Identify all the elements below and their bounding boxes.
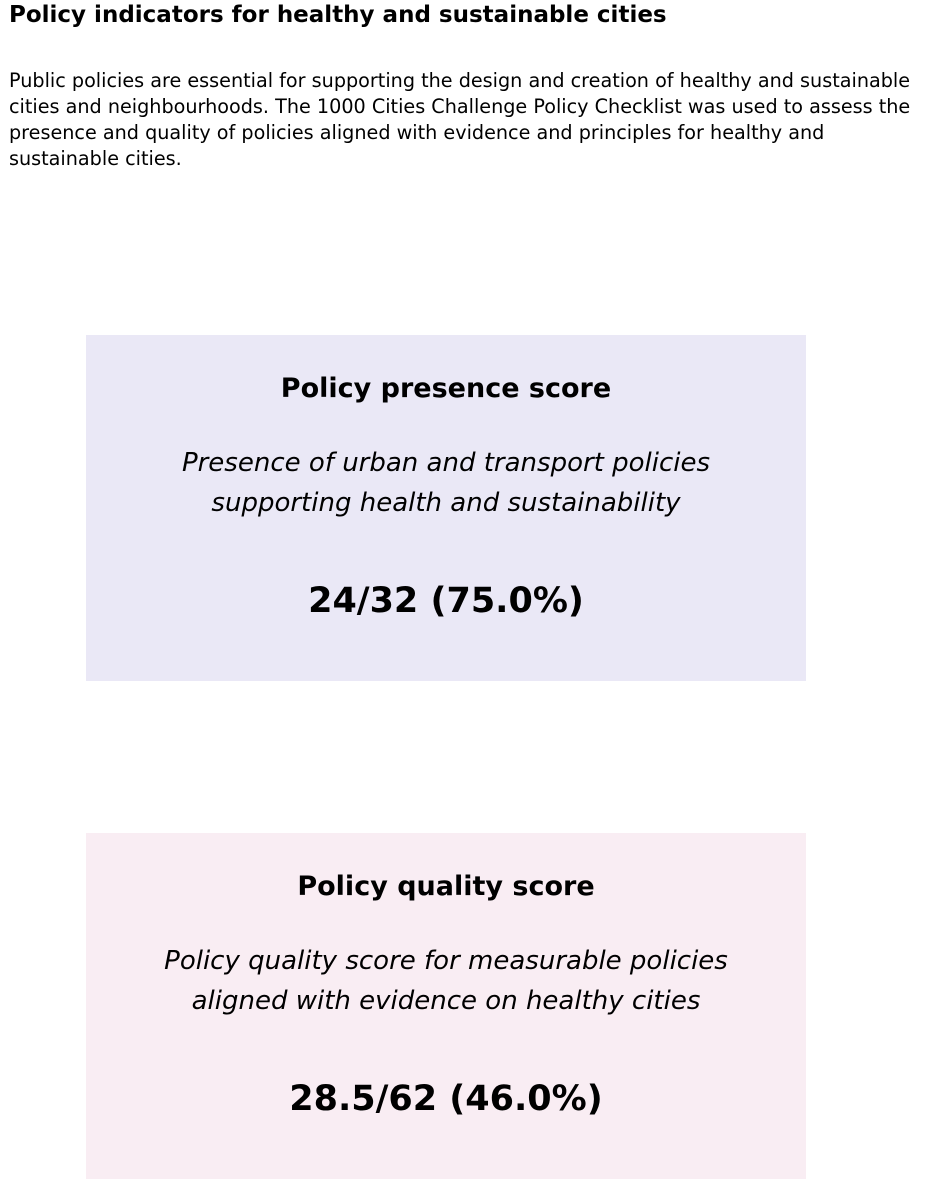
policy-presence-description	[86, 443, 806, 523]
intro-paragraph: Public policies are essential for supporting the design and creation of healthy and sustainable cities and neighbourhoods. The 1000 Cities Challenge Policy Checklist was used to assess the presence and quality of policies aligned with evidence and principles for healthy and sustainable cities.	[9, 69, 911, 170]
policy-presence-description-line: Presence of urban and transport policies	[181, 448, 711, 478]
policy-quality-description-line: Policy quality score for measurable policies	[164, 946, 728, 976]
policy-presence-card	[86, 335, 806, 681]
policy-quality-description-line: aligned with evidence on healthy cities	[191, 986, 701, 1016]
policy-quality-description	[86, 941, 806, 1021]
policy-quality-title: Policy quality score	[297, 871, 595, 902]
policy-quality-card	[86, 833, 806, 1179]
policy-quality-score: 28.5/62 (46.0%)	[289, 1079, 603, 1119]
policy-presence-score: 24/32 (75.0%)	[308, 581, 584, 621]
page-title: Policy indicators for healthy and sustainable cities	[9, 2, 667, 28]
policy-presence-title: Policy presence score	[280, 373, 612, 404]
policy-presence-description-line: supporting health and sustainability	[211, 488, 681, 518]
